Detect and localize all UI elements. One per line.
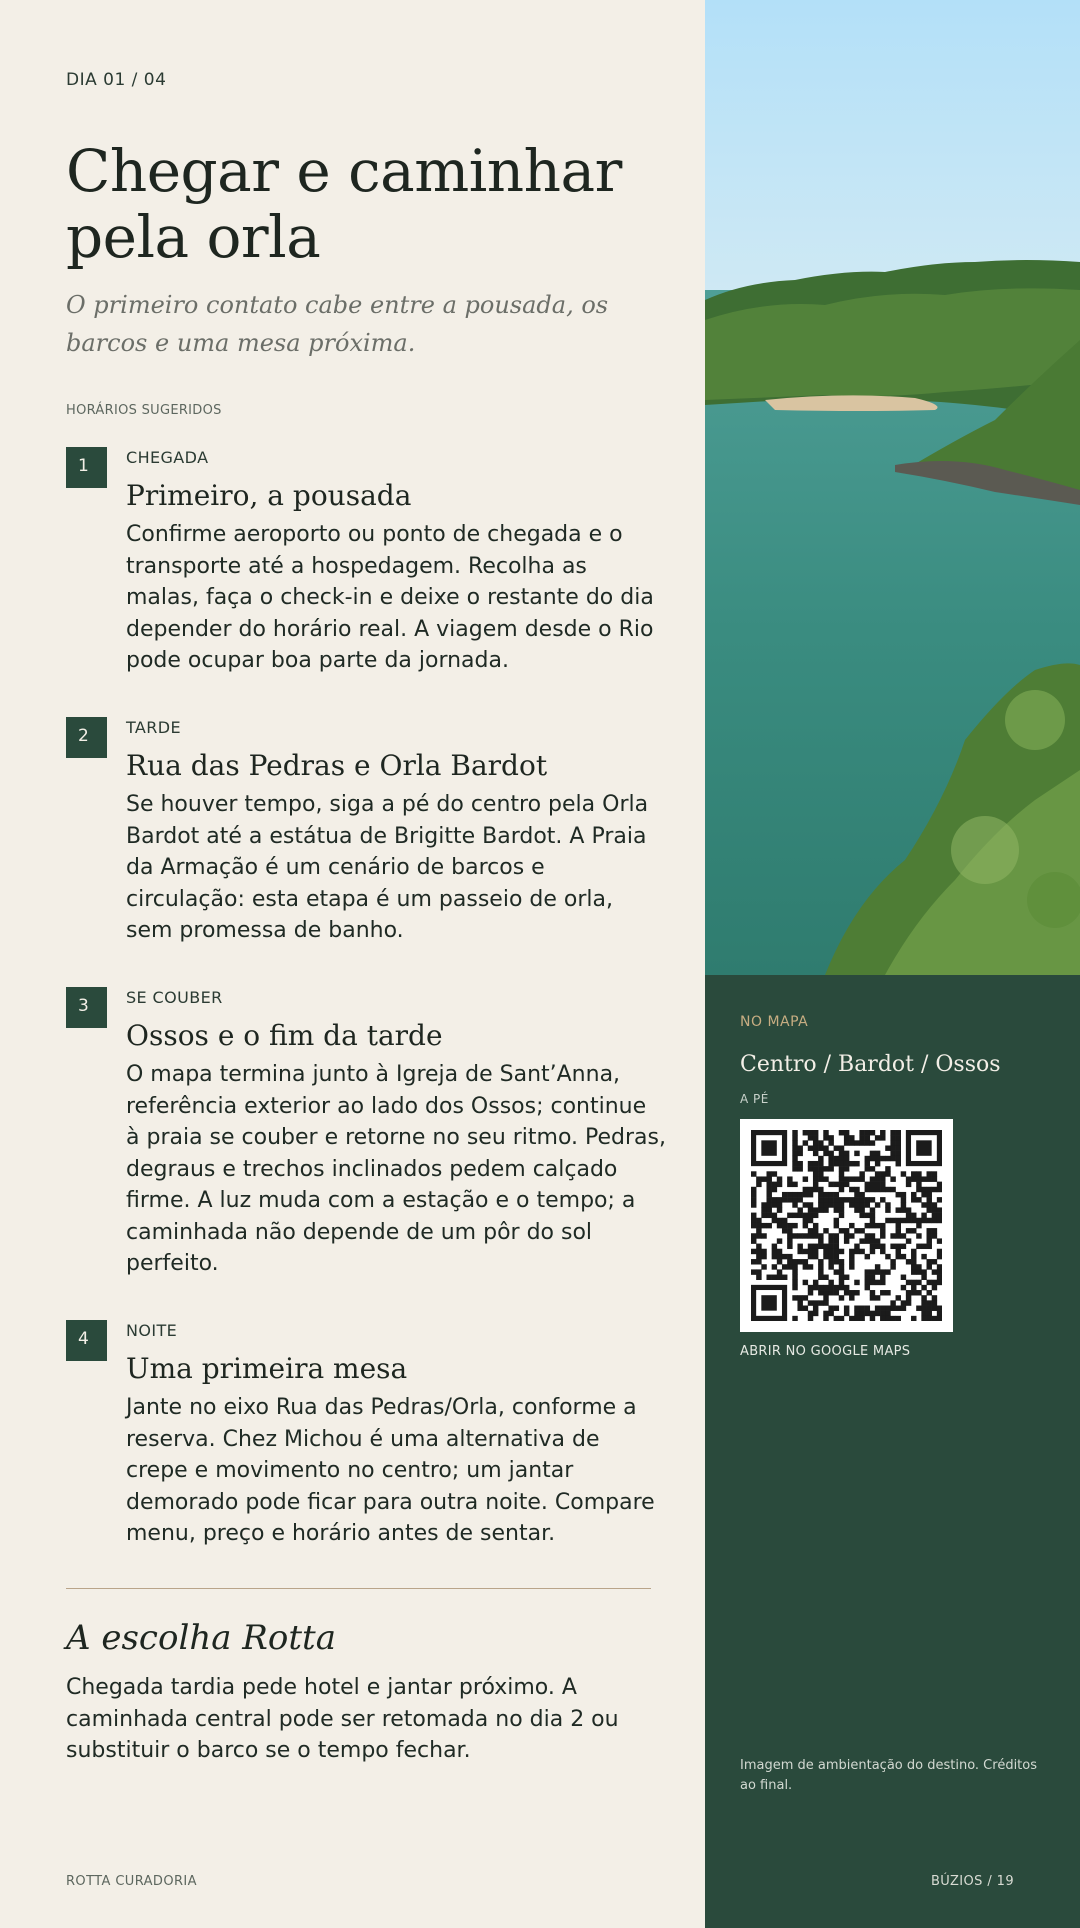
- step-number-badge: 1: [66, 447, 107, 488]
- step-title: Uma primeira mesa: [126, 1352, 408, 1385]
- page-title: Chegar e caminhar pela orla: [66, 137, 622, 271]
- map-label: NO MAPA: [740, 1014, 809, 1030]
- step-text: Se houver tempo, siga a pé do centro pela Orla Bardot até a estátua de Brigitte Bardot. A Praia da Armação é um cenário de barcos e circulação: esta etapa é um passeio de orla, sem promessa de banho.: [126, 792, 649, 943]
- section-divider: [66, 1588, 651, 1589]
- choice-title: A escolha Rotta: [66, 1618, 336, 1658]
- map-title: Centro / Bardot / Ossos: [740, 1052, 1001, 1077]
- step-text: Confirme aeroporto ou ponto de chegada e o transporte até a hospedagem. Recolha as malas, faça o check-in e deixe o restante do dia depender do horário real. A viagem desde o Rio pode ocupar boa parte da jornada.: [126, 522, 654, 673]
- step-text: O mapa termina junto à Igreja de Sant’Anna, referência exterior ao lado dos Ossos; continue à praia se couber e retorne no seu ritmo. Pedras, degraus e trechos inclinados pedem calçado firme. A luz muda com a estação e o tempo; a caminhada não depende de um pôr do sol perfeito.: [126, 1062, 666, 1276]
- step-tag: NOITE: [126, 1321, 178, 1340]
- footer-brand: ROTTA CURADORIA: [66, 1874, 197, 1889]
- step-title: Ossos e o fim da tarde: [126, 1019, 443, 1052]
- day-indicator: DIA 01 / 04: [66, 70, 167, 90]
- step-tag: CHEGADA: [126, 448, 209, 467]
- step-number-badge: 4: [66, 1320, 107, 1361]
- destination-photo: [705, 0, 1080, 975]
- image-credit: Imagem de ambientação do destino. Créditos ao final.: [740, 1758, 1038, 1793]
- footer-page-number: BÚZIOS / 19: [930, 1874, 1014, 1889]
- step-tag: SE COUBER: [126, 988, 223, 1007]
- schedule-label: HORÁRIOS SUGERIDOS: [66, 403, 222, 418]
- coastline-illustration: [705, 0, 1080, 975]
- step-tag: TARDE: [126, 718, 182, 737]
- choice-text: Chegada tardia pede hotel e jantar próximo. A caminhada central pode ser retomada no dia 2 ou substituir o barco se o tempo fechar.: [66, 1675, 619, 1763]
- side-panel: [705, 0, 1080, 1928]
- open-google-maps-link[interactable]: ABRIR NO GOOGLE MAPS: [740, 1344, 911, 1359]
- step-body: [126, 717, 666, 947]
- step-number-badge: 3: [66, 987, 107, 1028]
- qr-code[interactable]: [740, 1119, 953, 1332]
- step-title: Rua das Pedras e Orla Bardot: [126, 749, 548, 782]
- step-body: [126, 1320, 666, 1550]
- page-subtitle: O primeiro contato cabe entre a pousada, os barcos e uma mesa próxima.: [66, 291, 609, 357]
- map-travel-mode: A PÉ: [740, 1092, 769, 1106]
- step-body: [126, 447, 666, 677]
- qr-code-icon: [751, 1130, 942, 1321]
- step-text: Jante no eixo Rua das Pedras/Orla, conforme a reserva. Chez Michou é uma alternativa de crepe e movimento no centro; um jantar demorado pode ficar para outra noite. Compare menu, preço e horário antes de sentar.: [126, 1395, 655, 1546]
- step-body: [126, 987, 666, 1280]
- step-title: Primeiro, a pousada: [126, 479, 412, 512]
- step-number-badge: 2: [66, 717, 107, 758]
